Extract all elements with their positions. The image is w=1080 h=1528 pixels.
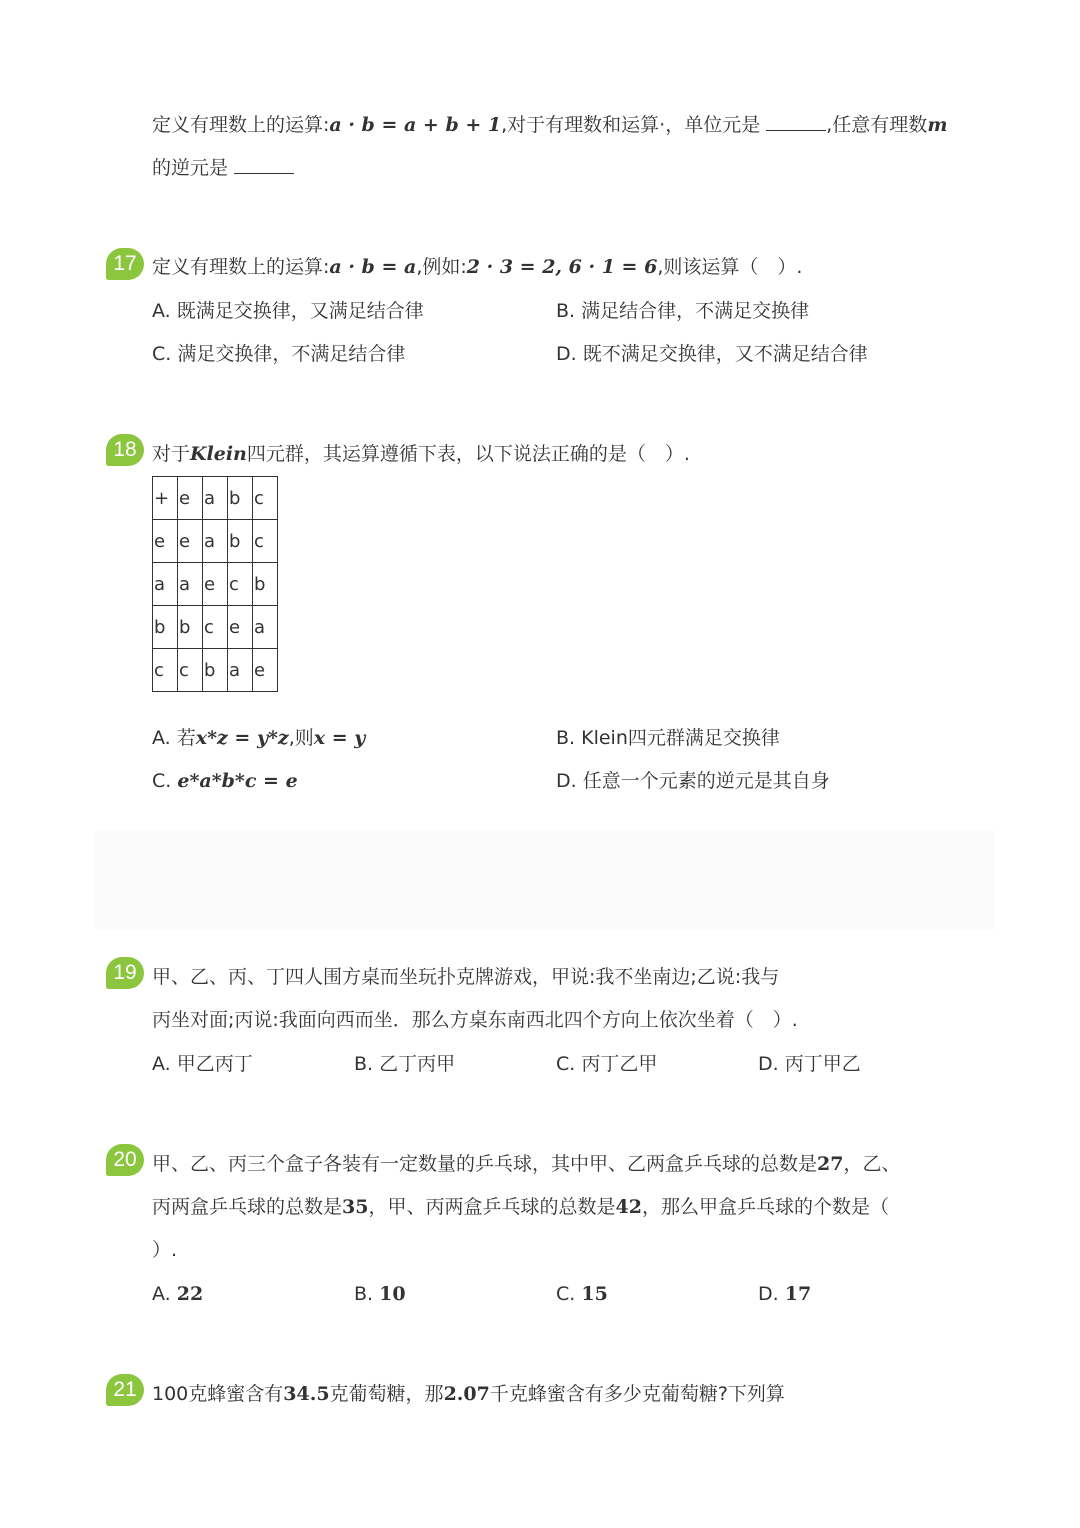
table-cell: e (178, 477, 203, 520)
klein-operation-table (152, 476, 278, 692)
q20-line2-text2: ，甲、丙两盒乒乓球的总数是 (368, 1196, 616, 1218)
q18-optA-label: A. 若 (152, 727, 196, 749)
q17-text: 定义有理数上的运算: (152, 256, 330, 278)
q18-math: Klein (190, 443, 247, 465)
q16-math: a · b = a + b + 1 (329, 114, 502, 136)
question-number-badge: 17 (106, 248, 144, 280)
q17-text2: ,例如: (416, 256, 467, 278)
q18-optA-math: x*z = y*z (195, 727, 289, 749)
table-cell: c (203, 606, 228, 649)
table-cell: a (253, 606, 278, 649)
q18-option-d[interactable]: D. 任意一个元素的逆元是其自身 (556, 770, 830, 792)
table-cell: c (253, 520, 278, 563)
q21-text3: 千克蜂蜜含有多少克葡萄糖?下列算 (489, 1383, 785, 1405)
q16-line1 (152, 112, 947, 138)
q20-line2-text: 丙两盒乒乓球的总数是 (152, 1196, 343, 1218)
q20-line2-num: 35 (342, 1196, 369, 1218)
question-number-badge: 20 (106, 1144, 144, 1176)
q20-optA-label: A. (152, 1283, 171, 1305)
q17-text3: ,则该运算（ ）. (657, 256, 803, 278)
table-cell: e (178, 520, 203, 563)
q18-text2: 四元群，其运算遵循下表，以下说法正确的是（ ）. (246, 443, 690, 465)
q19-option-a[interactable]: A. 甲乙丙丁 (152, 1053, 253, 1075)
q19-option-c[interactable]: C. 丙丁乙甲 (556, 1053, 658, 1075)
table-cell: b (228, 477, 253, 520)
q21-num2: 2.07 (443, 1383, 490, 1405)
table-cell: e (228, 606, 253, 649)
q17-option-d[interactable]: D. 既不满足交换律，又不满足结合律 (556, 343, 868, 365)
table-cell: b (203, 649, 228, 692)
table-row (153, 606, 278, 649)
q20-line2-text3: ，那么甲盒乒乓球的个数是（ (641, 1196, 889, 1218)
q20-optA-value: 22 (176, 1283, 204, 1305)
table-cell: a (203, 520, 228, 563)
table-cell: c (228, 563, 253, 606)
q20-line1 (152, 1151, 900, 1177)
q20-optB-value: 10 (379, 1283, 406, 1305)
q17-option-a[interactable]: A. 既满足交换律，又满足结合律 (152, 300, 424, 322)
q18-optA-text: ,则 (288, 727, 314, 749)
q16-text3: ,任意有理数 (826, 114, 928, 136)
question-number-badge: 18 (106, 434, 144, 466)
q20-optC-label: C. (556, 1283, 576, 1305)
q20-optC-value: 15 (581, 1283, 608, 1305)
table-cell: c (178, 649, 203, 692)
q16-line2 (152, 155, 294, 181)
table-cell: a (153, 563, 178, 606)
q18-optC-label: C. (152, 770, 172, 792)
table-cell: + (153, 477, 178, 520)
table-cell: e (153, 520, 178, 563)
table-cell: a (203, 477, 228, 520)
q21-num1: 34.5 (283, 1383, 330, 1405)
q20-line1-text: 甲、乙、丙三个盒子各装有一定数量的乒乓球，其中甲、乙两盒乒乓球的总数是 (152, 1153, 818, 1175)
q17-stem (152, 254, 802, 280)
table-cell: a (228, 649, 253, 692)
q19-line1: 甲、乙、丙、丁四人围方桌而坐玩扑克牌游戏，甲说:我不坐南边;乙说:我与 (152, 966, 780, 988)
q20-optB-label: B. (354, 1283, 374, 1305)
table-cell: c (153, 649, 178, 692)
q19-option-d[interactable]: D. 丙丁甲乙 (758, 1053, 861, 1075)
q18-optA-math2: x = y (313, 727, 366, 749)
page-divider-band (95, 830, 995, 930)
q20-optD-value: 17 (784, 1283, 812, 1305)
question-number-badge: 19 (106, 957, 144, 989)
q17-option-b[interactable]: B. 满足结合律，不满足交换律 (556, 300, 810, 322)
q20-line1-num: 27 (817, 1153, 844, 1175)
table-cell: e (253, 649, 278, 692)
q16-text: 定义有理数上的运算: (152, 114, 330, 136)
table-cell: b (153, 606, 178, 649)
table-cell: a (178, 563, 203, 606)
table-cell: c (253, 477, 278, 520)
q20-line2-num2: 42 (615, 1196, 642, 1218)
table-cell: b (253, 563, 278, 606)
table-cell: b (178, 606, 203, 649)
q18-option-a[interactable] (152, 725, 365, 751)
q21-stem (152, 1381, 785, 1407)
q20-option-b[interactable] (354, 1281, 406, 1307)
q16-line2-text: 的逆元是 (152, 157, 229, 179)
table-row (153, 477, 278, 520)
q20-option-a[interactable] (152, 1281, 203, 1307)
q18-option-b[interactable]: B. Klein四元群满足交换律 (556, 727, 780, 749)
q17-math2: 2 · 3 = 2, 6 · 1 = 6 (466, 256, 658, 278)
q18-text: 对于 (152, 443, 191, 465)
q21-text2: 克葡萄糖，那 (329, 1383, 444, 1405)
q20-optD-label: D. (758, 1283, 779, 1305)
q20-line2 (152, 1194, 889, 1220)
q20-option-c[interactable] (556, 1281, 608, 1307)
q16-text2: ,对于有理数和运算·，单位元是 (501, 114, 761, 136)
q20-option-d[interactable] (758, 1281, 811, 1307)
table-row (153, 649, 278, 692)
answer-blank-inverse[interactable] (234, 157, 294, 174)
table-row (153, 563, 278, 606)
q19-option-b[interactable]: B. 乙丁丙甲 (354, 1053, 456, 1075)
q17-option-c[interactable]: C. 满足交换律，不满足结合律 (152, 343, 406, 365)
table-cell: e (203, 563, 228, 606)
q18-optC-math: e*a*b*c = e (177, 770, 298, 792)
answer-blank-identity[interactable] (766, 114, 826, 131)
q18-option-c[interactable] (152, 768, 298, 794)
q18-stem (152, 441, 690, 467)
question-number-badge: 21 (106, 1374, 144, 1406)
q16-var: m (927, 114, 948, 136)
q21-text: 100克蜂蜜含有 (152, 1383, 284, 1405)
table-row (153, 520, 278, 563)
q19-line2: 丙坐对面;丙说:我面向西而坐．那么方桌东南西北四个方向上依次坐着（ ）. (152, 1009, 798, 1031)
q17-math: a · b = a (329, 256, 417, 278)
q20-line3: ）. (152, 1239, 178, 1261)
q20-line1-text2: ，乙、 (843, 1153, 901, 1175)
table-cell: b (228, 520, 253, 563)
